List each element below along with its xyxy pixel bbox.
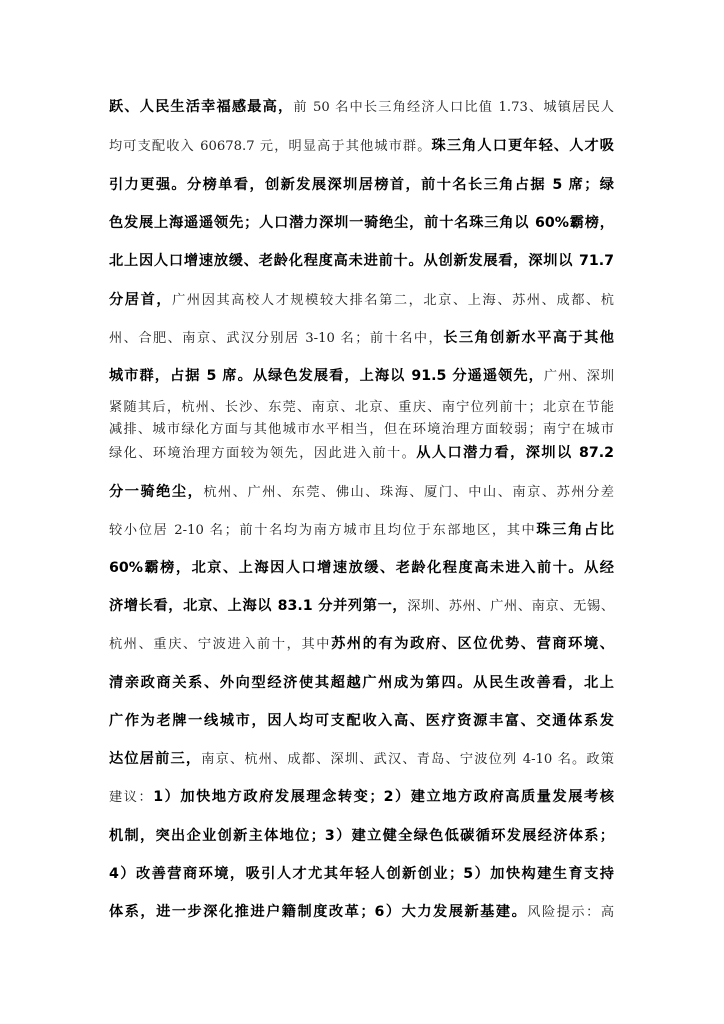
- bold-text-run: 分一骑绝尘，: [109, 484, 204, 500]
- bold-text-run: 城市群，占据 5 席。从绿色发展看，上海以 91.5 分遥遥领先，: [109, 368, 544, 384]
- bold-text-run: 从人口潜力看，深圳以 87.2: [416, 445, 614, 461]
- regular-text-run: 深圳、苏州、广州、南京、无锡、: [407, 599, 614, 614]
- bold-text-run: 清亲政商关系、外向型经济使其超越广州成为第四。从民生改善看，北上: [109, 675, 614, 691]
- text-line: [109, 864, 614, 884]
- text-line: [109, 749, 614, 770]
- text-line: [109, 213, 614, 233]
- bold-text-run: 达位居前三，: [109, 751, 202, 767]
- text-line: [109, 290, 614, 311]
- bold-text-run: 60%霸榜，北京、上海因人口增速放缓、老龄化程度高未进入前十。从经: [109, 560, 614, 576]
- bold-text-run: 跃、人民生活幸福感最高，: [109, 99, 294, 115]
- regular-text-run: 广州因其高校人才规模较大排名第二，北京、上海、苏州、成都、杭: [172, 293, 614, 308]
- bold-text-run: 长三角创新水平高于其他: [443, 330, 614, 346]
- text-line: [109, 902, 614, 923]
- text-line: [109, 711, 614, 731]
- text-line: [109, 787, 614, 808]
- bold-text-run: 珠三角人口更年轻、人才吸: [431, 138, 614, 154]
- bold-text-run: 广作为老牌一线城市，因人均可支配收入高、医疗资源丰富、交通体系发: [109, 713, 614, 729]
- regular-text-run: 南京、杭州、成都、深圳、武汉、青岛、宁波位列 4-10 名。政策: [201, 752, 614, 767]
- text-line: [109, 596, 614, 617]
- text-line: [109, 482, 614, 503]
- text-line: [109, 673, 614, 693]
- text-line: [109, 397, 614, 418]
- regular-text-run: 紧随其后，杭州、长沙、东莞、南京、北京、重庆、南宁位列前十；北京在节能: [109, 400, 614, 415]
- text-line: [109, 366, 614, 387]
- bold-text-run: 色发展上海遥遥领先；人口潜力深圳一骑绝尘，前十名珠三角以 60%霸榜，: [109, 215, 614, 231]
- regular-text-run: 较小位居 2-10 名；前十名均为南方城市且均位于东部地区，其中: [109, 523, 537, 538]
- text-line: [109, 136, 614, 157]
- bold-text-run: 苏州的有为政府、区位优势、营商环境、: [331, 636, 614, 652]
- regular-text-run: 绿化、环境治理方面较为领先，因此进入前十。: [109, 446, 417, 461]
- regular-text-run: 建议：: [109, 790, 154, 805]
- regular-text-run: 均可支配收入 60678.7 元，明显高于其他城市群。: [109, 139, 432, 154]
- text-line: [109, 634, 614, 655]
- regular-text-run: 广州、深圳: [543, 369, 614, 384]
- text-line: [109, 419, 614, 440]
- text-line: [109, 97, 614, 118]
- bold-text-run: 分居首，: [109, 292, 173, 308]
- bold-text-run: 体系，进一步深化推进户籍制度改革；6）大力发展新基建。: [109, 904, 528, 920]
- text-line: [109, 826, 614, 846]
- bold-text-run: 济增长看，北京、上海以 83.1 分并列第一，: [109, 598, 408, 614]
- regular-text-run: 杭州、重庆、宁波进入前十，其中: [109, 637, 332, 652]
- regular-text-run: 前 50 名中长三角经济人口比值 1.73、城镇居民人: [293, 100, 614, 115]
- bold-text-run: 1）加快地方政府发展理念转变；2）建立地方政府高质量发展考核: [153, 789, 614, 805]
- bold-text-run: 引力更强。分榜单看，创新发展深圳居榜首，前十名长三角占据 5 席；绿: [109, 177, 614, 193]
- regular-text-run: 风险提示：高: [527, 905, 614, 920]
- text-line: [109, 443, 614, 464]
- regular-text-run: 州、合肥、南京、武汉分别居 3-10 名；前十名中，: [109, 331, 444, 346]
- bold-text-run: 珠三角占比: [536, 522, 614, 538]
- text-line: [109, 328, 614, 349]
- text-line: [109, 251, 614, 271]
- bold-text-run: 机制，突出企业创新主体地位；3）建立健全绿色低碳循环发展经济体系；: [109, 828, 614, 844]
- text-line: [109, 520, 614, 541]
- text-line: [109, 558, 614, 578]
- regular-text-run: 杭州、广州、东莞、佛山、珠海、厦门、中山、南京、苏州分差: [203, 485, 614, 500]
- bold-text-run: 北上因人口增速放缓、老龄化程度高未进前十。从创新发展看，深圳以 71.7: [109, 253, 614, 269]
- regular-text-run: 减排、城市绿化方面与其他城市水平相当，但在环境治理方面较弱；南宁在城市: [109, 422, 614, 437]
- bold-text-run: 4）改善营商环境，吸引人才尤其年轻人创新创业；5）加快构建生育支持: [109, 866, 614, 882]
- text-line: [109, 175, 614, 195]
